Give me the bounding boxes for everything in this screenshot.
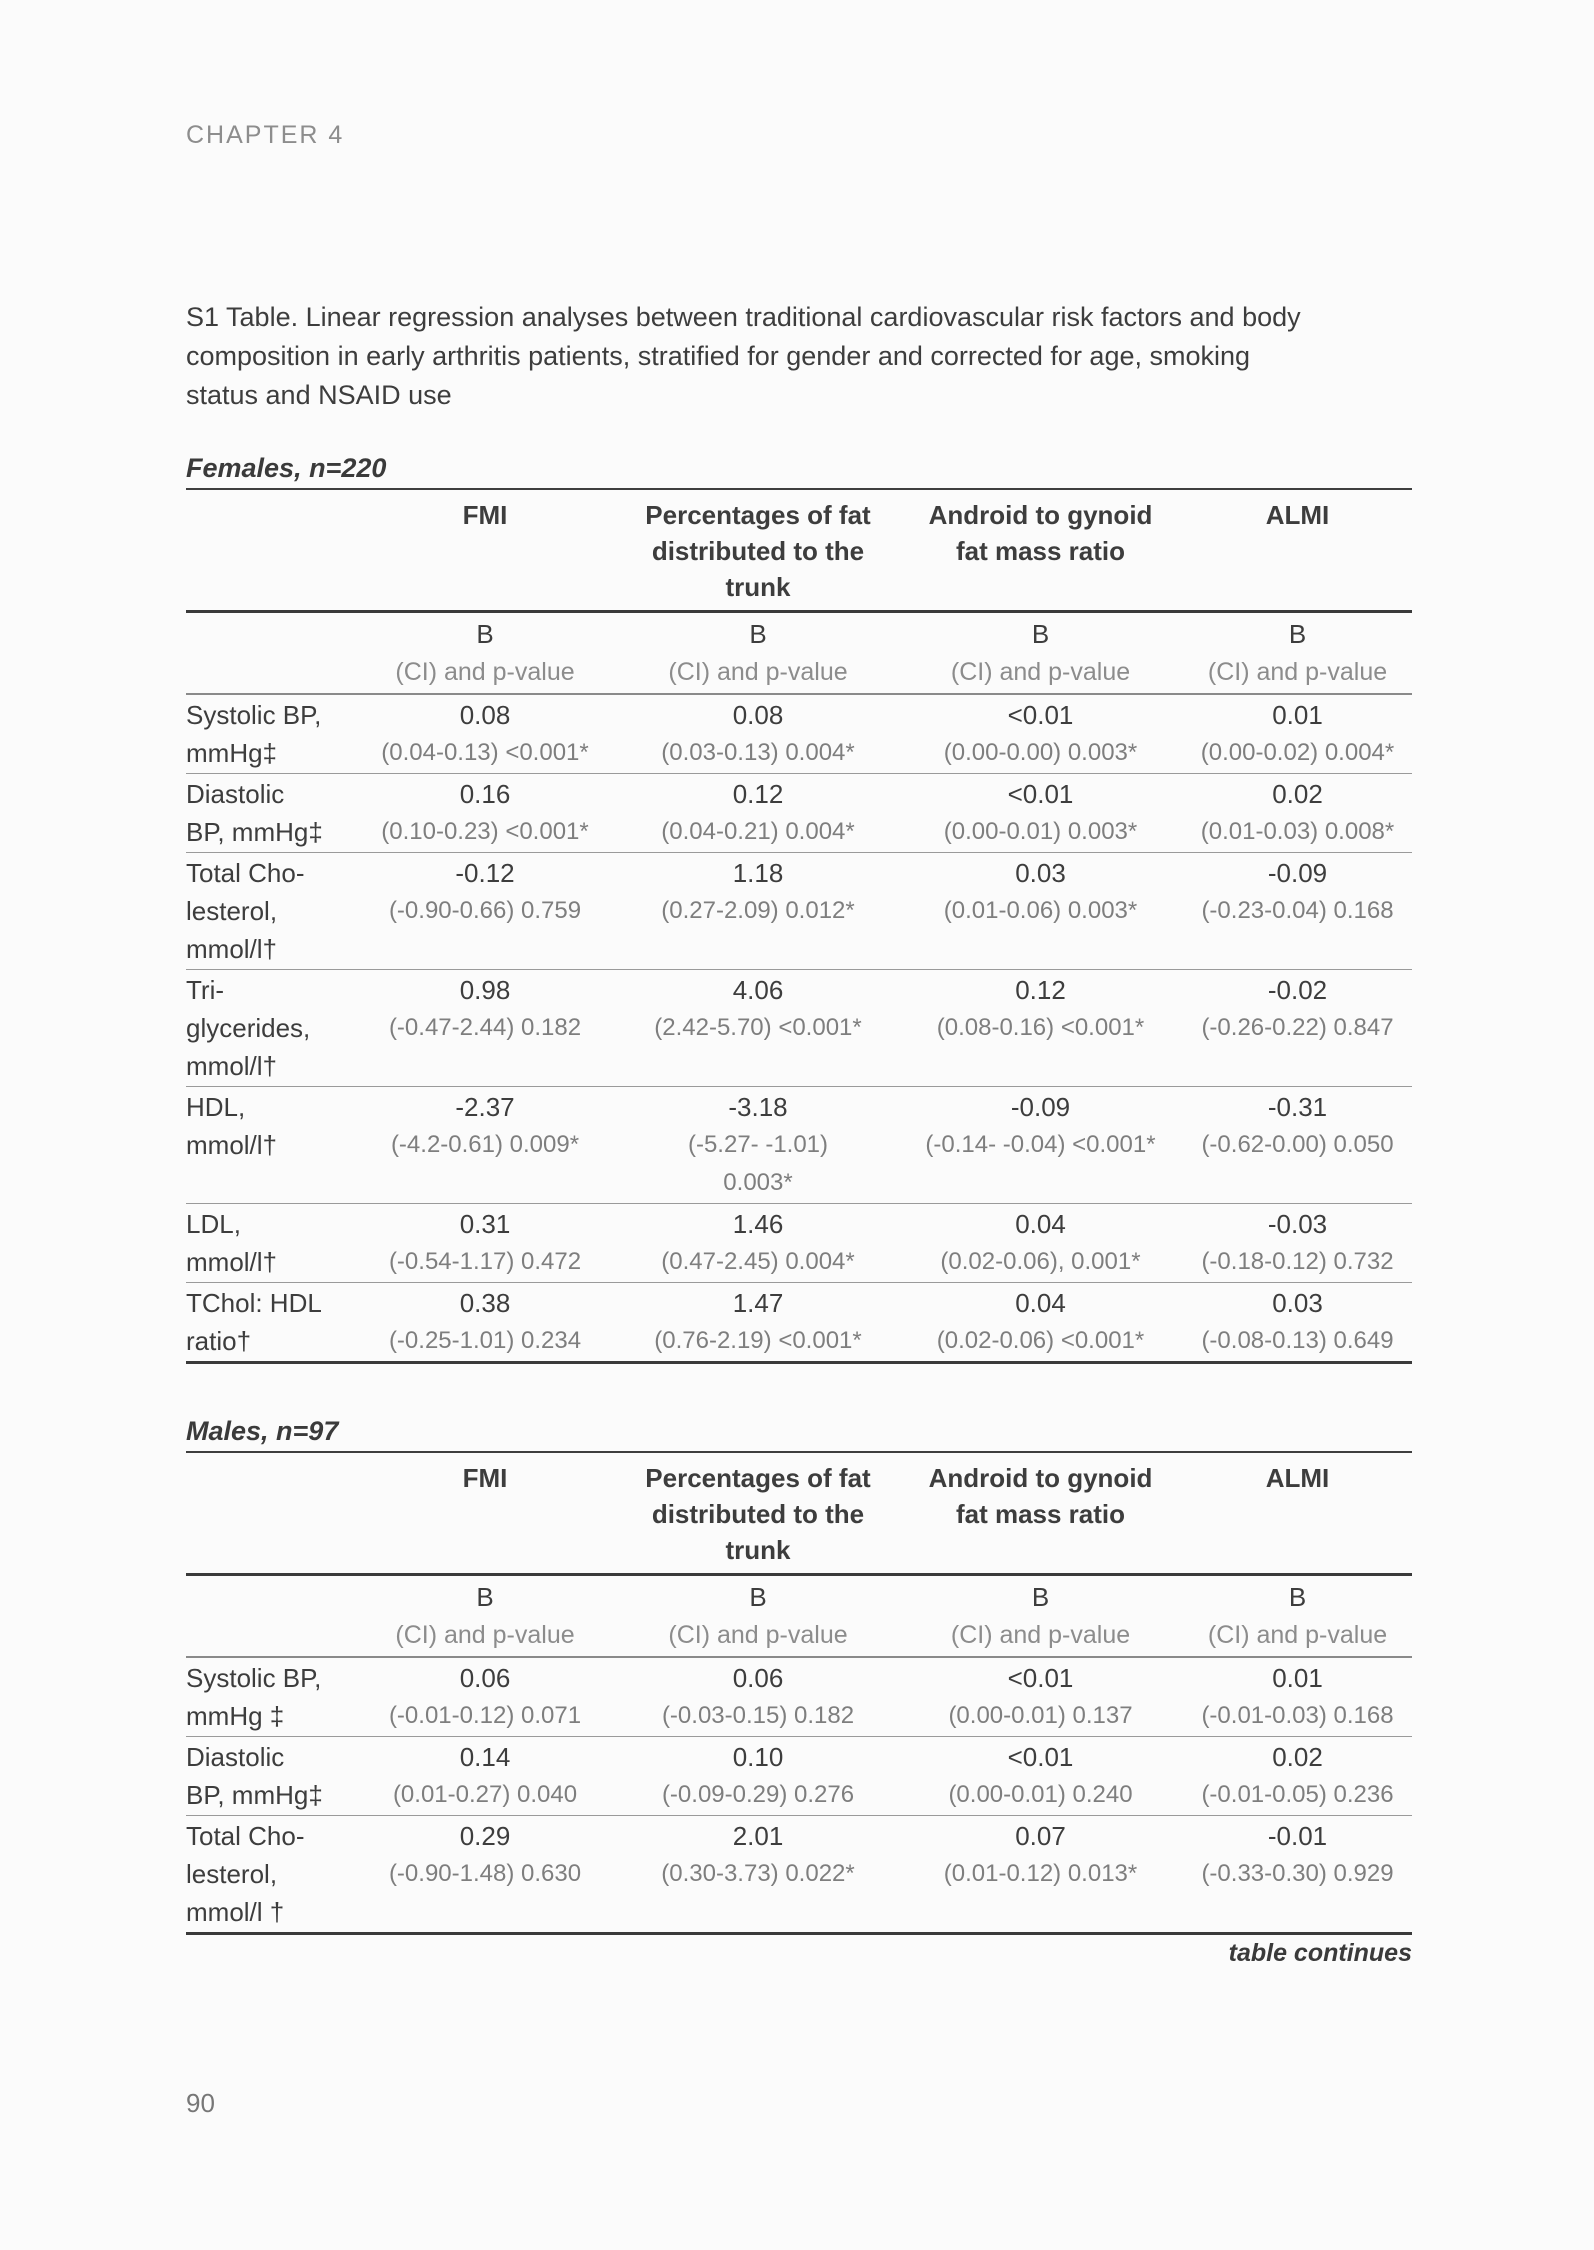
b-value: -0.12 (455, 858, 515, 888)
ci-value: (-5.27- -1.01) (687, 1131, 829, 1158)
row-label-line: Total Cho- (186, 858, 305, 888)
subheader-ci: (CI) and p-value (668, 1621, 848, 1649)
ci-value: (2.42-5.70) <0.001* (654, 1014, 862, 1041)
b-value: 0.02 (1272, 779, 1323, 809)
subheader-b: B (749, 619, 767, 649)
row-label-line: mmol/l† (186, 1130, 278, 1160)
ci-value: (-0.18-0.12) 0.732 (1201, 1248, 1394, 1275)
ci-value: (0.10-0.23) <0.001* (381, 818, 589, 845)
ci-value: (-0.26-0.22) 0.847 (1201, 1014, 1394, 1041)
data-cell (618, 1816, 898, 1934)
b-value: -3.18 (728, 1092, 788, 1122)
column-header (352, 489, 618, 612)
subheader (1183, 612, 1412, 695)
ci-value: (0.47-2.45) 0.004* (661, 1248, 855, 1275)
data-cell (352, 853, 618, 970)
data-cell (898, 970, 1183, 1087)
data-cell (618, 1657, 898, 1737)
b-value: <0.01 (1007, 1663, 1074, 1693)
column-header (186, 1452, 352, 1575)
ci-value: (-0.01-0.12) 0.071 (388, 1702, 582, 1729)
subheader (1183, 1575, 1412, 1658)
table-row (186, 1283, 1412, 1363)
row-label-line: Systolic BP, (186, 700, 322, 730)
b-value: <0.01 (1007, 1742, 1074, 1772)
subheader-b: B (1031, 1582, 1050, 1612)
b-value: 0.07 (1015, 1821, 1066, 1851)
data-cell (898, 1737, 1183, 1816)
subheader-b: B (1031, 619, 1050, 649)
ci-value: (-0.08-0.13) 0.649 (1201, 1327, 1394, 1354)
b-value: -0.31 (1267, 1092, 1328, 1122)
column-header-line: distributed to the (651, 1499, 865, 1529)
b-value: 0.06 (732, 1663, 784, 1693)
subheader-ci: (CI) and p-value (950, 1621, 1131, 1649)
data-cell (898, 694, 1183, 774)
row-label (186, 1283, 352, 1363)
ci-value: (-0.01-0.05) 0.236 (1201, 1781, 1394, 1808)
table-title-line: S1 Table. Linear regression analyses between traditional cardiovascular risk factors and body (186, 302, 1301, 332)
b-value: 0.10 (732, 1742, 784, 1772)
table-continues-note: table continues (1228, 1939, 1412, 1967)
row-label-line: mmHg‡ (186, 738, 278, 768)
data-cell (352, 1283, 618, 1363)
b-value: 4.06 (732, 975, 784, 1005)
row-label (186, 1816, 352, 1934)
ci-value: (-0.25-1.01) 0.234 (388, 1327, 582, 1354)
column-header-line: Percentages of fat (645, 1463, 871, 1493)
subheader-b: B (1288, 619, 1307, 649)
column-header (618, 489, 898, 612)
row-label-line: Diastolic (186, 779, 285, 809)
b-value: <0.01 (1007, 700, 1074, 730)
ci-value: (0.03-0.13) 0.004* (661, 739, 855, 766)
ci-value: (-0.90-0.66) 0.759 (388, 897, 582, 924)
subheader (352, 612, 618, 695)
ci-value: (0.01-0.12) 0.013* (943, 1860, 1138, 1887)
data-cell (898, 853, 1183, 970)
data-cell (1183, 1204, 1412, 1283)
ci-value: (0.00-0.01) 0.137 (948, 1702, 1133, 1729)
row-label-line: mmol/l† (186, 1247, 278, 1277)
page-number: 90 (186, 2088, 215, 2118)
subheader-row (186, 612, 1412, 695)
ci-value: (-0.54-1.17) 0.472 (388, 1248, 582, 1275)
data-cell (618, 774, 898, 853)
row-label-line: Total Cho- (186, 1821, 305, 1851)
b-value: <0.01 (1007, 779, 1074, 809)
column-header-line: trunk (725, 1535, 791, 1565)
data-cell (618, 853, 898, 970)
ci-value: (-0.09-0.29) 0.276 (661, 1781, 855, 1808)
row-label-line: lesterol, (186, 1859, 278, 1889)
ci-value: (-0.33-0.30) 0.929 (1201, 1860, 1394, 1887)
ci-value: (0.76-2.19) <0.001* (654, 1327, 862, 1354)
row-label (186, 1087, 352, 1204)
results-table (186, 488, 1412, 1364)
column-header-line: Android to gynoid (928, 1463, 1153, 1493)
subheader-b: B (749, 1582, 767, 1612)
b-value: 0.04 (1015, 1288, 1066, 1318)
row-label (186, 970, 352, 1087)
b-value: 0.01 (1272, 700, 1323, 730)
ci-value: (-0.23-0.04) 0.168 (1201, 897, 1394, 924)
subheader-b: B (476, 1582, 494, 1612)
data-cell (1183, 1657, 1412, 1737)
b-value: 0.08 (732, 700, 784, 730)
data-cell (352, 694, 618, 774)
subheader (618, 1575, 898, 1658)
data-cell (1183, 774, 1412, 853)
b-value: 0.38 (459, 1288, 511, 1318)
ci-value: (-0.62-0.00) 0.050 (1201, 1131, 1394, 1158)
ci-value: (0.02-0.06) <0.001* (936, 1327, 1145, 1354)
row-label-line: mmHg ‡ (186, 1701, 285, 1731)
row-label-line: TChol: HDL (186, 1288, 322, 1318)
column-header-line: ALMI (1265, 500, 1330, 530)
data-cell (352, 970, 618, 1087)
column-header (1183, 489, 1412, 612)
data-cell (1183, 694, 1412, 774)
table-row (186, 1816, 1412, 1934)
ci-value: (0.00-0.02) 0.004* (1200, 739, 1395, 766)
ci-value: (0.27-2.09) 0.012* (661, 897, 855, 924)
ci-value: (0.00-0.01) 0.240 (948, 1781, 1133, 1808)
subheader-empty (186, 1575, 352, 1658)
data-cell (898, 1204, 1183, 1283)
column-header (898, 489, 1183, 612)
section-heading: Males, n=97 (186, 1416, 339, 1446)
ci-value: (0.30-3.73) 0.022* (661, 1860, 855, 1887)
row-label-line: Diastolic (186, 1742, 285, 1772)
table-row (186, 853, 1412, 970)
ci-value: (-0.03-0.15) 0.182 (661, 1702, 855, 1729)
data-cell (352, 1816, 618, 1934)
data-cell (1183, 1283, 1412, 1363)
table-row (186, 970, 1412, 1087)
column-header (898, 1452, 1183, 1575)
table-title-line: composition in early arthritis patients, stratified for gender and corrected for age, smoking (186, 341, 1251, 371)
column-header (618, 1452, 898, 1575)
subheader-row (186, 1575, 1412, 1658)
b-value: 0.03 (1272, 1288, 1323, 1318)
b-value: 1.47 (732, 1288, 784, 1318)
table-title-line: status and NSAID use (186, 380, 452, 410)
row-label-line: Tri- (186, 975, 225, 1005)
subheader (352, 1575, 618, 1658)
column-header-line: fat mass ratio (955, 536, 1126, 566)
column-header-line: distributed to the (651, 536, 865, 566)
section-heading: Females, n=220 (186, 453, 387, 483)
subheader-ci: (CI) and p-value (1207, 1621, 1388, 1649)
data-cell (352, 1204, 618, 1283)
ci-value: (0.02-0.06), 0.001* (940, 1248, 1141, 1275)
subheader-ci: (CI) and p-value (668, 658, 848, 686)
subheader (898, 1575, 1183, 1658)
row-label-line: mmol/l† (186, 934, 278, 964)
data-cell (618, 694, 898, 774)
ci-value: (0.01-0.27) 0.040 (392, 1781, 578, 1808)
b-value: -2.37 (455, 1092, 515, 1122)
row-label-line: BP, mmHg‡ (186, 817, 323, 847)
column-header-row (186, 1452, 1412, 1575)
subheader-ci: (CI) and p-value (1207, 658, 1388, 686)
data-cell (352, 774, 618, 853)
b-value: 0.12 (1015, 975, 1066, 1005)
b-value: 0.03 (1015, 858, 1066, 888)
data-cell (898, 774, 1183, 853)
data-cell (618, 970, 898, 1087)
column-header (352, 1452, 618, 1575)
ci-value: (0.08-0.16) <0.001* (936, 1014, 1145, 1041)
ci-value: (-0.01-0.03) 0.168 (1201, 1702, 1394, 1729)
data-cell (1183, 853, 1412, 970)
b-value: 1.18 (732, 858, 784, 888)
row-label-line: HDL, (186, 1092, 246, 1122)
table-title (186, 298, 1414, 415)
b-value: 0.14 (459, 1742, 511, 1772)
b-value: 0.02 (1272, 1742, 1323, 1772)
ci-value: (-0.90-1.48) 0.630 (388, 1860, 582, 1887)
row-label (186, 1657, 352, 1737)
data-cell (352, 1087, 618, 1204)
b-value: -0.09 (1010, 1092, 1071, 1122)
b-value: 0.16 (459, 779, 511, 809)
data-cell (1183, 1816, 1412, 1934)
ci-value: 0.003* (723, 1169, 793, 1196)
b-value: -0.01 (1267, 1821, 1328, 1851)
ci-value: (0.00-0.01) 0.003* (943, 818, 1138, 845)
column-header (186, 489, 352, 612)
ci-value: (0.01-0.03) 0.008* (1200, 818, 1395, 845)
subheader-empty (186, 612, 352, 695)
row-label-line: mmol/l† (186, 1051, 278, 1081)
row-label-line: BP, mmHg‡ (186, 1780, 323, 1810)
page-content (186, 0, 1414, 1968)
column-header-line: fat mass ratio (955, 1499, 1126, 1529)
ci-value: (0.04-0.13) <0.001* (381, 739, 589, 766)
b-value: 0.12 (732, 779, 784, 809)
column-header-line: ALMI (1265, 1463, 1330, 1493)
data-cell (618, 1737, 898, 1816)
column-header-line: Android to gynoid (928, 500, 1153, 530)
b-value: 0.31 (459, 1209, 511, 1239)
table-row (186, 1204, 1412, 1283)
column-header-row (186, 489, 1412, 612)
subheader-b: B (1288, 1582, 1307, 1612)
ci-value: (0.01-0.06) 0.003* (943, 897, 1138, 924)
row-label (186, 694, 352, 774)
results-table (186, 1451, 1412, 1935)
b-value: 0.06 (459, 1663, 511, 1693)
column-header-line: Percentages of fat (645, 500, 871, 530)
subheader-ci: (CI) and p-value (395, 1621, 575, 1649)
data-cell (618, 1204, 898, 1283)
tables-root (186, 453, 1414, 1935)
column-header-line: FMI (462, 500, 508, 530)
table-row (186, 1657, 1412, 1737)
row-label (186, 774, 352, 853)
column-header-line: FMI (462, 1463, 508, 1493)
b-value: 2.01 (732, 1821, 784, 1851)
table-row (186, 774, 1412, 853)
row-label (186, 1737, 352, 1816)
ci-value: (0.04-0.21) 0.004* (661, 818, 855, 845)
data-cell (898, 1087, 1183, 1204)
b-value: 0.98 (459, 975, 511, 1005)
subheader-b: B (476, 619, 494, 649)
column-header (1183, 1452, 1412, 1575)
data-cell (1183, 1737, 1412, 1816)
b-value: -0.02 (1267, 975, 1328, 1005)
b-value: 0.08 (459, 700, 511, 730)
data-cell (352, 1737, 618, 1816)
data-cell (618, 1283, 898, 1363)
table-row (186, 1737, 1412, 1816)
row-label-line: lesterol, (186, 896, 278, 926)
row-label-line: Systolic BP, (186, 1663, 322, 1693)
row-label-line: LDL, (186, 1209, 241, 1239)
ci-value: (-0.14- -0.04) <0.001* (925, 1131, 1156, 1158)
b-value: 0.01 (1272, 1663, 1323, 1693)
b-value: -0.03 (1267, 1209, 1328, 1239)
ci-value: (-4.2-0.61) 0.009* (390, 1131, 580, 1158)
subheader (618, 612, 898, 695)
row-label-line: ratio† (186, 1326, 252, 1356)
b-value: 0.04 (1015, 1209, 1066, 1239)
data-cell (898, 1657, 1183, 1737)
table-row (186, 1087, 1412, 1204)
data-cell (898, 1283, 1183, 1363)
subheader-ci: (CI) and p-value (395, 658, 575, 686)
column-header-line: trunk (725, 572, 791, 602)
row-label (186, 853, 352, 970)
row-label-line: glycerides, (186, 1013, 311, 1043)
data-cell (1183, 1087, 1412, 1204)
b-value: 0.29 (459, 1821, 511, 1851)
data-cell (618, 1087, 898, 1204)
ci-value: (0.00-0.00) 0.003* (943, 739, 1138, 766)
row-label-line: mmol/l † (186, 1897, 285, 1927)
ci-value: (-0.47-2.44) 0.182 (388, 1014, 582, 1041)
subheader-ci: (CI) and p-value (950, 658, 1131, 686)
row-label (186, 1204, 352, 1283)
chapter-label: CHAPTER 4 (186, 121, 345, 149)
data-cell (898, 1816, 1183, 1934)
data-cell (352, 1657, 618, 1737)
b-value: -0.09 (1267, 858, 1328, 888)
subheader (898, 612, 1183, 695)
b-value: 1.46 (732, 1209, 784, 1239)
data-cell (1183, 970, 1412, 1087)
table-row (186, 694, 1412, 774)
